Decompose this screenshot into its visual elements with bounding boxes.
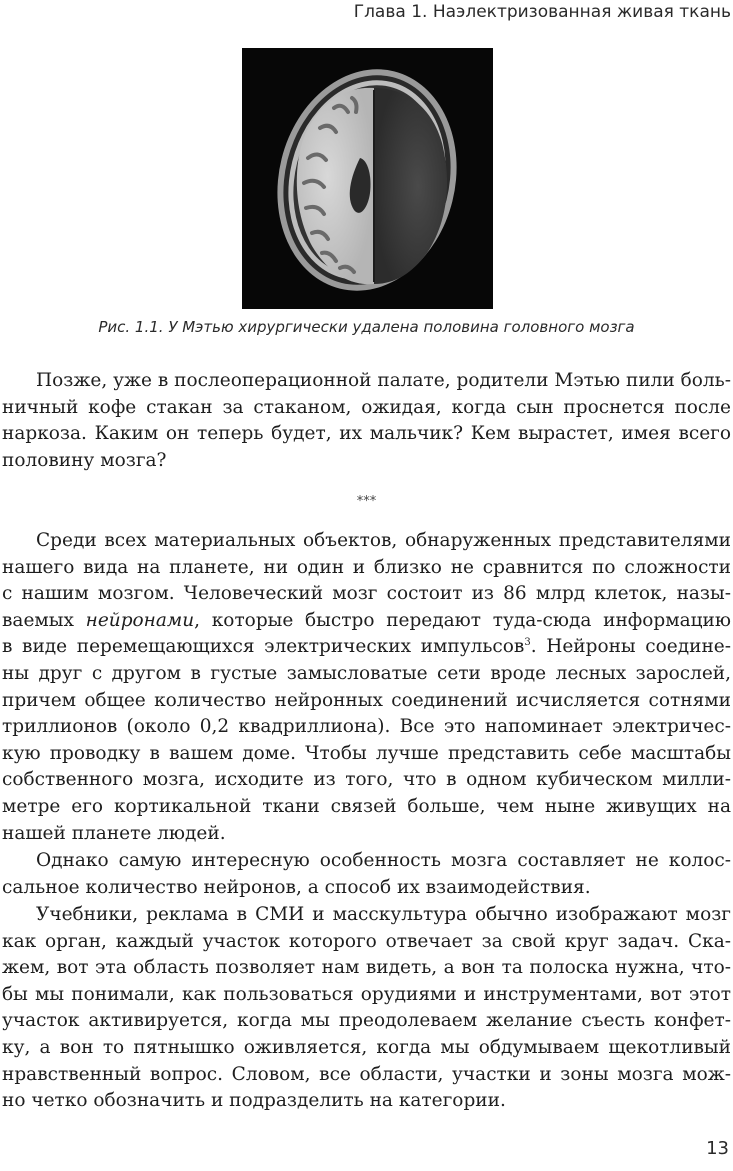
text-line: Однако самую интересную особенность мозга составляет не колос- (36, 850, 731, 871)
running-header: Глава 1. Наэлектризованная живая ткань (353, 2, 731, 22)
text-line: нашего вида на планете, ни один и близко не сравнится по сложности (2, 556, 731, 578)
mri-image (242, 48, 493, 309)
text-line: участок активируется, когда мы преодолеваем желание съесть конфет- (2, 1010, 731, 1032)
paragraph-2 (2, 528, 731, 847)
text-line: метре его кортикальной ткани связей больше, чем ныне живущих на (2, 795, 731, 817)
section-separator: *** (356, 494, 377, 509)
text-fragment: , которые быстро передают туда-сюда информацию (194, 609, 731, 631)
text-line: Среди всех материальных объектов, обнаруженных представителями (36, 530, 731, 551)
text-line: жем, вот эта область позволяет нам видеть, а вон та полоска нужна, что- (2, 957, 731, 979)
paragraph-3 (2, 848, 731, 901)
text-line: собственного мозга, исходите из того, что в одном кубическом милли- (2, 769, 731, 791)
text-line: сальное количество нейронов, а способ их взаимодействия. (2, 876, 591, 898)
text-line: триллионов (около 0,2 квадриллиона). Все это напоминает электричес- (2, 716, 731, 738)
text-line: Учебники, реклама в СМИ и масскультура обычно изображают мозг (36, 904, 731, 925)
text-line: бы мы понимали, как пользоваться орудиями и инструментами, вот этот (2, 983, 731, 1005)
paragraph-1 (2, 368, 731, 474)
text-line: кую проводку в вашем доме. Чтобы лучше представить себе масштабы (2, 742, 731, 764)
text-fragment: в виде перемещающихся электрических импульсов (2, 636, 525, 658)
emphasized-term: нейронами (85, 609, 195, 631)
text-line: нравственный вопрос. Словом, все области, участки и зоны мозга мож- (2, 1063, 731, 1085)
text-line: половину мозга? (2, 449, 167, 471)
text-line: ничный кофе стакан за стаканом, ожидая, когда сын проснется после (2, 396, 731, 418)
text-line: но четко обозначить и подразделить на категории. (2, 1090, 506, 1112)
text-line: нашей планете людей. (2, 822, 226, 844)
brain-mri-figure (242, 48, 493, 309)
text-line: наркоза. Каким он теперь будет, их мальчик? Кем вырастет, имея всего (2, 423, 731, 445)
text-line: причем общее количество нейронных соединений исчисляется сотнями (2, 689, 731, 711)
figure-caption: Рис. 1.1. У Мэтью хирургически удалена половина головного мозга (98, 318, 635, 336)
page-number: 13 (706, 1138, 729, 1159)
text-line: ку, а вон то пятнышко оживляется, когда мы обдумываем щекотливый (2, 1036, 731, 1058)
text-fragment: . Нейроны соедине- (530, 636, 731, 658)
text-line: как орган, каждый участок которого отвечает за свой круг задач. Ска- (2, 930, 731, 952)
text-line: с нашим мозгом. Человеческий мозг состоит из 86 млрд клеток, назы- (2, 583, 731, 605)
paragraph-4 (2, 902, 731, 1115)
text-line (2, 634, 731, 661)
text-line: Позже, уже в послеоперационной палате, родители Мэтью пили боль- (36, 370, 731, 391)
text-line: ны друг с другом в густые замысловатые сети вроде лесных зарослей, (2, 662, 731, 684)
text-fragment: ваемых (2, 609, 86, 631)
footnote-marker: 3 (524, 637, 531, 649)
text-line (2, 608, 731, 635)
